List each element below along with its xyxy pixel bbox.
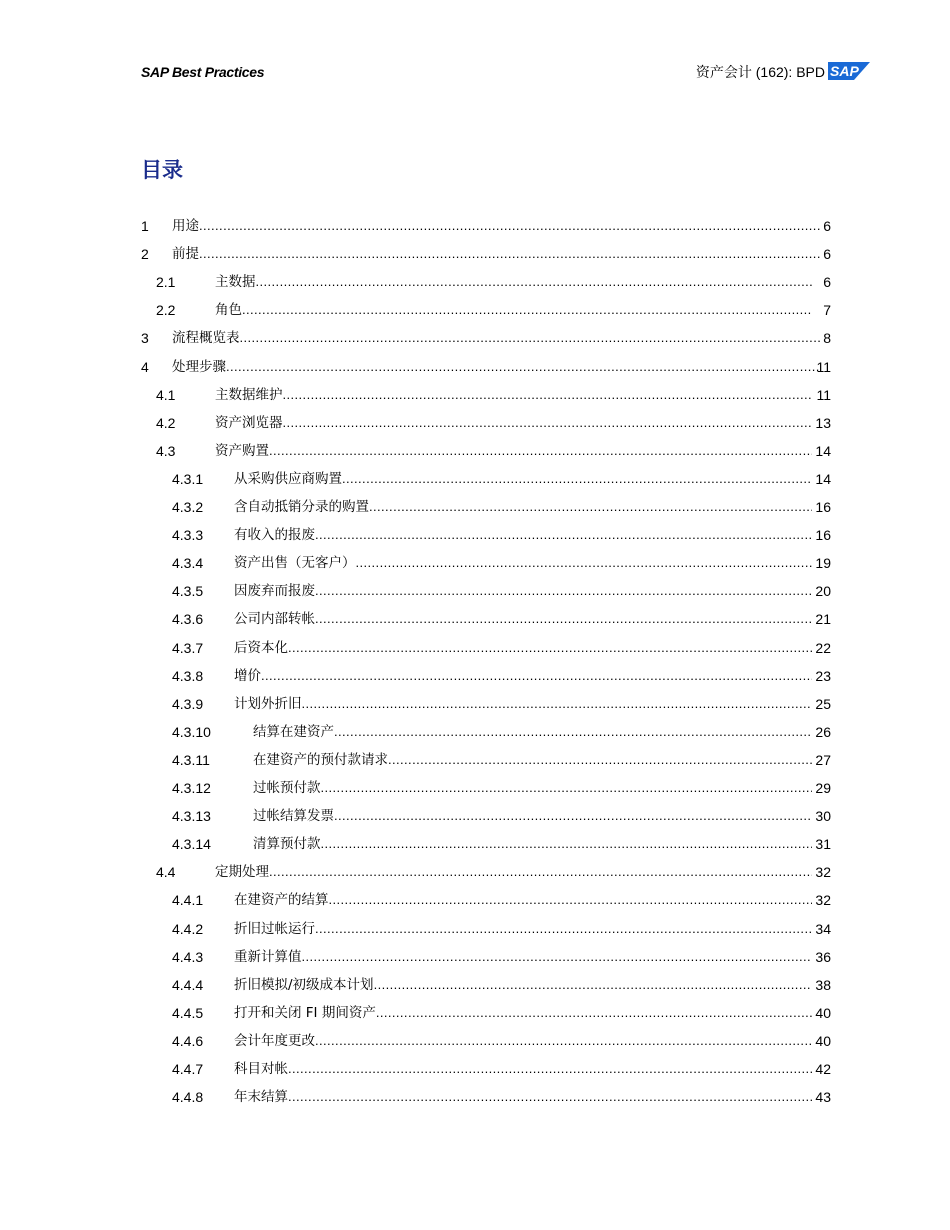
toc-entry-number: 4.3.8 [172,667,204,684]
toc-entry-number: 1 [141,218,149,234]
toc-entry-number: 4.3.5 [172,583,204,600]
toc-entry-page-number: 32 [815,864,831,881]
toc-leader-dots [288,1083,812,1111]
toc-leader-dots [315,521,812,549]
toc-leader-dots [374,971,812,999]
toc-entry-title: 打开和关闭 FI 期间资产 [234,1004,376,1021]
toc-leader-dots [315,577,812,605]
toc-entry-title: 会计年度更改 [234,1032,315,1049]
toc-leader-dots [342,465,812,493]
toc-entry-page-number: 23 [815,667,831,684]
toc-leader-dots [321,830,813,858]
toc-title: 目录 [141,158,183,182]
toc-entry-page-number: 19 [815,555,831,572]
toc-entry-number: 4.3.4 [172,555,204,572]
toc-entry-page-number: 40 [815,1032,831,1049]
toc-entry-number: 4.4.7 [172,1061,204,1077]
toc-entry-page-number: 6 [823,274,831,291]
toc-entry-page-number: 20 [815,583,831,600]
toc-leader-dots [329,886,813,914]
toc-leader-dots [315,1027,812,1055]
toc-entry-number: 4.2 [156,414,176,431]
toc-leader-dots [242,296,812,324]
toc-entry-number: 3 [141,330,149,347]
toc-entry-page-number: 31 [815,836,831,853]
toc-leader-dots [269,858,812,886]
toc-entry-page-number: 16 [815,527,831,544]
toc-entry-title: 过帐结算发票 [253,808,334,825]
toc-entry[interactable] [0,1027,950,1055]
toc-entry-page-number: 43 [815,1089,831,1106]
toc-entry-title: 在建资产的结算 [234,892,329,909]
toc-entry[interactable] [0,268,950,296]
toc-leader-dots [199,212,820,240]
toc-entry-page-number: 36 [815,948,831,965]
toc-entry-title: 增价 [234,667,261,684]
toc-entry[interactable] [0,662,950,690]
toc-entry[interactable] [0,858,950,886]
toc-entry-page-number: 42 [815,1061,831,1077]
toc-entry[interactable] [0,409,950,437]
toc-entry-page-number: 21 [815,611,831,628]
toc-entry[interactable] [0,634,950,662]
toc-entry-number: 4.3.7 [172,639,204,656]
toc-entry-page-number: 6 [823,246,831,263]
sap-logo [828,62,870,80]
toc-entry[interactable] [0,212,950,240]
toc-leader-dots [288,1055,812,1083]
toc-entry-title: 从采购供应商购置 [234,470,342,487]
toc-entry-number: 4.3.10 [172,723,211,740]
toc-entry-number: 4.3.14 [172,836,211,853]
toc-entry-title: 资产出售（无客户） [234,555,356,572]
toc-entry[interactable] [0,521,950,549]
toc-entry[interactable] [0,718,950,746]
toc-leader-dots [334,718,812,746]
toc-entry-number: 4.3.3 [172,527,204,544]
toc-entry-title: 定期处理 [215,864,269,881]
toc-entry-page-number: 38 [815,976,831,993]
toc-entry-number: 4.4.6 [172,1032,204,1049]
toc-entry-title: 因废弃而报废 [234,583,315,600]
toc-entry-number: 4.1 [156,386,176,403]
toc-entry-number: 4.3.2 [172,499,204,515]
toc-entry-number: 2.1 [156,274,176,291]
toc-entry[interactable] [0,1055,950,1083]
toc-entry-title: 折旧模拟/初级成本计划 [234,976,374,993]
toc-entry-number: 4.3 [156,442,176,459]
toc-entry[interactable] [0,493,950,521]
toc-entry-number: 2.2 [156,302,176,319]
toc-entry[interactable] [0,746,950,774]
toc-entry-title: 公司内部转帐 [234,611,315,628]
toc-entry[interactable] [0,774,950,802]
toc-entry-number: 4.4 [156,864,176,881]
toc-entry-page-number: 30 [815,808,831,825]
toc-entry[interactable] [0,465,950,493]
toc-entry[interactable] [0,549,950,577]
toc-entry[interactable] [0,324,950,352]
toc-entry[interactable] [0,886,950,914]
toc-entry-number: 4.3.13 [172,808,211,825]
sap-logo-text: SAP [830,63,859,79]
toc-entry-title: 在建资产的预付款请求 [253,751,388,768]
toc-entry-title: 重新计算值 [234,948,302,965]
toc-entry[interactable] [0,296,950,324]
toc-entry-page-number: 22 [815,639,831,656]
toc-leader-dots [283,381,813,409]
toc-entry-page-number: 14 [815,442,831,459]
toc-leader-dots [334,802,812,830]
toc-leader-dots [240,324,821,352]
toc-entry-title: 过帐预付款 [253,780,321,796]
toc-entry-number: 4.3.1 [172,470,204,487]
toc-leader-dots [302,943,813,971]
toc-entry[interactable] [0,577,950,605]
toc-entry-page-number: 25 [815,695,831,712]
toc-entry-page-number: 13 [815,414,831,431]
header-doc-info [696,60,870,82]
toc-entry-title: 用途 [172,218,199,234]
toc-leader-dots [256,268,813,296]
toc-entry-page-number: 40 [815,1004,831,1021]
toc-leader-dots [356,549,813,577]
toc-leader-dots [261,662,812,690]
toc-leader-dots [283,409,813,437]
toc-entry[interactable] [0,915,950,943]
toc-entry[interactable] [0,690,950,718]
toc-entry-number: 4.4.5 [172,1004,204,1021]
toc-entry-title: 处理步骤 [172,358,226,375]
toc-entry-title: 后资本化 [234,639,288,656]
header-brand-text: SAP Best Practices [141,64,265,80]
toc-entry-page-number: 29 [815,780,831,796]
toc-entry-title: 流程概览表 [172,330,240,347]
toc-entry-page-number: 27 [815,751,831,768]
toc-entry[interactable] [0,353,950,381]
toc-entry-number: 4.4.2 [172,920,204,937]
toc-leader-dots [315,915,812,943]
toc-entry-title: 前提 [172,246,199,263]
toc-leader-dots [388,746,812,774]
toc-entry[interactable] [0,802,950,830]
toc-entry[interactable] [0,1083,950,1111]
toc-entry-number: 4.4.8 [172,1089,204,1106]
toc-entry-title: 计划外折旧 [234,695,302,712]
toc-entry-number: 4.3.12 [172,780,211,796]
toc-entry-number: 4 [141,358,149,375]
toc-entry-page-number: 26 [815,723,831,740]
toc-entry[interactable] [0,240,950,268]
toc-leader-dots [302,690,813,718]
toc-entry[interactable] [0,830,950,858]
toc-entry-title: 科目对帐 [234,1061,288,1077]
toc-entry[interactable] [0,381,950,409]
header-doc-reference: 资产会计 (162): BPD [695,64,825,80]
toc-entry-title: 资产购置 [215,442,269,459]
toc-entry-page-number: 8 [823,330,831,347]
toc-leader-dots [288,634,812,662]
toc-leader-dots [315,605,812,633]
toc-leader-dots [376,999,812,1027]
toc-entry-page-number: 16 [815,499,831,515]
toc-leader-dots [269,437,812,465]
toc-entry-page-number: 14 [815,470,831,487]
toc-entry-title: 结算在建资产 [253,723,334,740]
toc-leader-dots [369,493,812,521]
toc-entry[interactable] [0,971,950,999]
toc-entry-title: 含自动抵销分录的购置 [234,499,369,515]
toc-entry-page-number: 34 [815,920,831,937]
toc-entry-number: 4.3.11 [172,751,210,768]
toc-entry-title: 资产浏览器 [215,414,283,431]
toc-leader-dots [321,774,813,802]
toc-entry-title: 主数据维护 [215,386,283,403]
toc-entry-number: 4.3.6 [172,611,204,628]
toc-entry-title: 角色 [215,302,242,319]
toc-entry-title: 有收入的报废 [234,527,315,544]
toc-entry-title: 年末结算 [234,1089,288,1106]
toc-entry-number: 4.4.1 [172,892,204,909]
toc-entry-page-number: 11 [816,358,831,375]
toc-entry-title: 清算预付款 [253,836,321,853]
toc-entry[interactable] [0,943,950,971]
toc-leader-dots [199,240,820,268]
toc-entry-title: 折旧过帐运行 [234,920,315,937]
toc-entry-page-number: 7 [823,302,831,319]
toc-entry[interactable] [0,999,950,1027]
toc-entry-page-number: 11 [816,386,831,403]
toc-entry-title: 主数据 [215,274,256,291]
toc-leader-dots [226,353,820,381]
toc-entry-page-number: 6 [823,218,831,234]
toc-entry-page-number: 32 [815,892,831,909]
sap-logo-shape [828,62,870,80]
toc-entry[interactable] [0,437,950,465]
toc-entry-number: 4.4.4 [172,976,204,993]
toc-entry-number: 2 [141,246,149,263]
toc-entry-number: 4.4.3 [172,948,204,965]
toc-entry-number: 4.3.9 [172,695,204,712]
toc-entry[interactable] [0,605,950,633]
